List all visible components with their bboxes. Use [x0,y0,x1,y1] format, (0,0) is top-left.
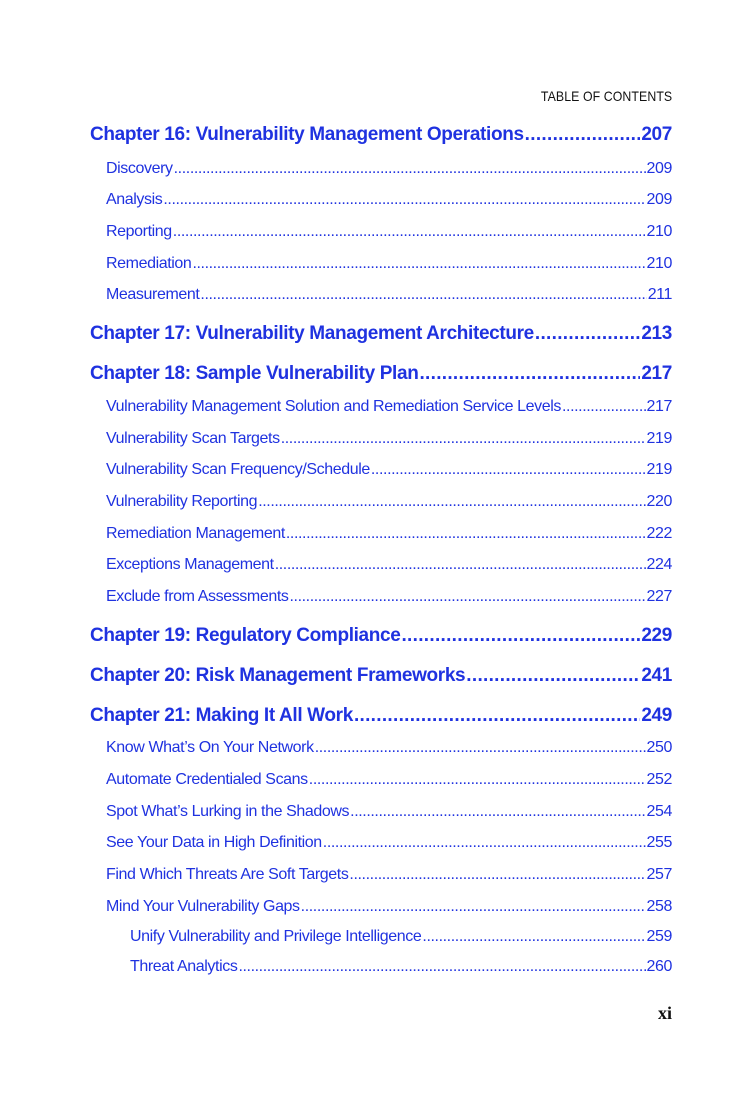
toc-entry-chapter-17[interactable] [90,323,672,345]
toc-entry-title: Exclude from Assessments [106,588,289,605]
toc-entry-discovery[interactable] [90,160,672,178]
toc-entry-page: 217 [641,363,672,384]
toc-entry-page: 209 [646,160,672,177]
toc-entry-page: 209 [646,191,672,208]
dot-leader [371,461,646,479]
dot-leader [535,323,640,345]
dot-leader [401,625,640,647]
toc-entry-credentialed-scans[interactable] [90,771,672,789]
dot-leader [289,588,645,606]
dot-leader [301,898,646,916]
dot-leader [281,430,646,448]
toc-entry-soft-targets[interactable] [90,866,672,884]
dot-leader [173,223,646,241]
running-head: TABLE OF CONTENTS [540,88,672,104]
toc-entry-page: 220 [646,493,672,510]
dot-leader [174,160,646,178]
toc-entry-analysis[interactable] [90,191,672,209]
toc-entry-page: 249 [641,705,672,726]
dot-leader [350,803,645,821]
toc-entry-title: Vulnerability Management Solution and Remediation Service Levels [106,398,561,415]
dot-leader [309,771,646,789]
toc-entry-title: Vulnerability Reporting [106,493,258,510]
dot-leader [349,866,645,884]
toc-entry-page: 219 [646,461,672,478]
toc-entry-threat-analytics[interactable] [90,958,672,976]
dot-leader [315,739,646,757]
toc-entry-page: 227 [646,588,672,605]
toc-entry-page: 255 [646,834,672,851]
dot-leader [466,665,640,687]
toc-entry-high-definition[interactable] [90,834,672,852]
toc-entry-page: 207 [641,124,672,145]
dot-leader [200,286,646,304]
toc-entry-know-network[interactable] [90,739,672,757]
dot-leader [525,124,641,146]
toc-entry-chapter-21[interactable] [90,705,672,727]
toc-entry-page: 224 [646,556,672,573]
toc-entry-title: Exceptions Management [106,556,274,573]
toc-entry-chapter-18[interactable] [90,363,672,385]
toc-entry-title: Chapter 17: Vulnerability Management Architecture [90,323,534,344]
toc-entry-page: 213 [641,323,672,344]
toc-entry-title: Reporting [106,223,172,240]
toc-entry-page: 252 [646,771,672,788]
toc-entry-remediation[interactable] [90,255,672,273]
dot-leader [422,928,645,946]
dot-leader [163,191,645,209]
toc-entry-page: 222 [646,525,672,542]
toc-entry-title: Automate Credentialed Scans [106,771,308,788]
toc-entry-title: See Your Data in High Definition [106,834,322,851]
toc-entry-title: Remediation [106,255,192,272]
toc-entry-privilege-intelligence[interactable] [90,928,672,946]
toc-entry-scan-targets[interactable] [90,430,672,448]
toc-entry-title: Measurement [106,286,200,303]
dot-leader [275,556,646,574]
dot-leader [192,255,645,273]
toc-entry-page: 250 [646,739,672,756]
toc-entry-title: Mind Your Vulnerability Gaps [106,898,300,915]
toc-entry-page: 260 [646,958,672,975]
toc-entry-page: 210 [646,255,672,272]
toc-entry-vulnerability-gaps[interactable] [90,898,672,916]
toc-entry-title: Chapter 19: Regulatory Compliance [90,625,401,646]
toc-entry-measurement[interactable] [90,286,672,304]
toc-entry-chapter-19[interactable] [90,625,672,647]
toc-entry-page: 258 [646,898,672,915]
toc-entry-title: Chapter 18: Sample Vulnerability Plan [90,363,419,384]
toc-entry-title: Find Which Threats Are Soft Targets [106,866,349,883]
toc-entry-title: Vulnerability Scan Targets [106,430,280,447]
toc-entry-page: 241 [641,665,672,686]
toc-entry-page: 259 [646,928,672,945]
toc-entry-page: 217 [646,398,672,415]
toc-entry-page: 219 [646,430,672,447]
toc-entry-title: Chapter 21: Making It All Work [90,705,353,726]
toc-entry-title: Discovery [106,160,173,177]
toc-entry-title: Unify Vulnerability and Privilege Intelligence [130,928,422,945]
toc-entry-lurking-shadows[interactable] [90,803,672,821]
toc-entry-page: 211 [647,286,672,303]
toc-entry-title: Chapter 16: Vulnerability Management Operations [90,124,524,145]
dot-leader [323,834,646,852]
page-number: xi [657,1003,672,1023]
toc-entry-reporting[interactable] [90,223,672,241]
toc-entry-title: Chapter 20: Risk Management Frameworks [90,665,466,686]
dot-leader [286,525,646,543]
toc-entry-page: 254 [646,803,672,820]
toc-entry-vulnerability-reporting[interactable] [90,493,672,511]
dot-leader [238,958,645,976]
toc-entry-title: Threat Analytics [130,958,238,975]
toc-entry-page: 229 [641,625,672,646]
dot-leader [562,398,646,416]
toc-entry-chapter-20[interactable] [90,665,672,687]
toc-entry-page: 257 [646,866,672,883]
toc-entry-exceptions-management[interactable] [90,556,672,574]
toc-entry-chapter-16[interactable] [90,124,672,146]
toc-entry-title: Remediation Management [106,525,285,542]
toc-entry-service-levels[interactable] [90,398,672,416]
toc-entry-remediation-management[interactable] [90,525,672,543]
dot-leader [258,493,645,511]
dot-leader [419,363,640,385]
toc-entry-scan-frequency[interactable] [90,461,672,479]
toc-entry-title: Spot What’s Lurking in the Shadows [106,803,350,820]
toc-entry-exclude-assessments[interactable] [90,588,672,606]
toc-entry-title: Vulnerability Scan Frequency/Schedule [106,461,370,478]
dot-leader [354,705,640,727]
toc-entry-page: 210 [646,223,672,240]
toc-entry-title: Know What’s On Your Network [106,739,314,756]
toc-entry-title: Analysis [106,191,163,208]
